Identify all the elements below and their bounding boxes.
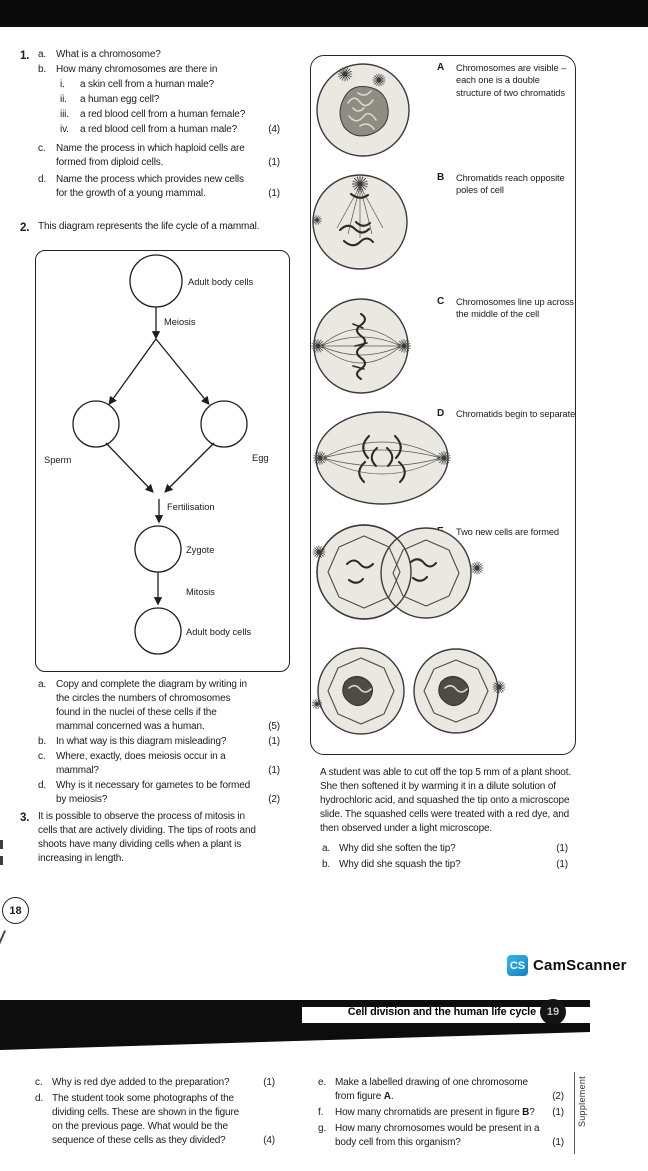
- aster-icon: [338, 67, 352, 81]
- passage-a-text: Why did she soften the tip?: [339, 843, 456, 854]
- p2-e-text: Make a labelled drawing of one chromosome from figure: [335, 1077, 528, 1102]
- q1-c-text: Name the process in which haploid cells are formed from diploid cells.: [56, 143, 245, 168]
- q2-a-text: Copy and complete the diagram by writing in the circles the numbers of chromosomes found in the nuclei of these cells if the mammal concerned was a human.: [56, 679, 247, 732]
- page2-left-column: [35, 1076, 275, 1150]
- page2-right-column: [318, 1076, 564, 1152]
- question-2-parts: [18, 678, 280, 808]
- p2-f-bold: B: [522, 1107, 530, 1118]
- figure-a-text: Chromosomes are visible – each one is a double structure of two chromatids: [456, 63, 567, 98]
- aster-icon: [493, 681, 506, 694]
- p2-d-text: The student took some photographs of the dividing cells. These are shown in the figure on the previous page. What would be the sequence of these cells as they divided?: [52, 1093, 240, 1146]
- q2-a-marks: (5): [268, 721, 280, 732]
- label-adult-top: Adult body cells: [188, 277, 254, 287]
- passage: [320, 766, 572, 836]
- page-number-badge-18: [2, 897, 29, 924]
- q1-b-label: b.: [38, 64, 47, 75]
- passage-a-marks: (1): [556, 843, 568, 854]
- p2-e-post: .: [390, 1091, 394, 1102]
- p2-g: [318, 1122, 564, 1150]
- cell-drawing-two-cells: [311, 644, 517, 740]
- q1-b-iv-label: iv.: [60, 124, 69, 135]
- q1-b-iv-marks: (4): [268, 124, 280, 135]
- aster-icon: [312, 699, 322, 709]
- cell-drawing-d: [311, 406, 453, 510]
- q2-b: [18, 735, 280, 749]
- q1-a-text: What is a chromosome?: [56, 49, 161, 60]
- q1-a-label: a.: [38, 49, 47, 60]
- cell-drawing-b: [311, 166, 415, 276]
- q1-b-i-text: a skin cell from a human male?: [80, 79, 214, 90]
- p2-f-text: How many chromatids are present in figure: [335, 1107, 523, 1118]
- question-1-number: 1.: [20, 50, 30, 62]
- q3-row: [18, 810, 280, 866]
- q2-d-label: d.: [38, 780, 47, 791]
- p2-c: [35, 1076, 275, 1090]
- q1-b-i: [18, 78, 280, 92]
- q1-b-iv: [18, 123, 280, 137]
- q2-d-text: Why is it necessary for gametes to be formed by meiosis?: [56, 780, 251, 805]
- label-meiosis: Meiosis: [164, 317, 196, 327]
- p2-e-marks: (2): [552, 1091, 564, 1102]
- camscanner-logo-icon: [507, 955, 528, 976]
- q1-c: [18, 142, 280, 170]
- label-sperm: Sperm: [44, 455, 72, 465]
- passage-a-label: a.: [322, 843, 331, 854]
- sperm-to-fert-arrow: [106, 443, 152, 491]
- p2-e-label: e.: [318, 1077, 327, 1088]
- sperm-circle: [73, 401, 119, 447]
- p2-f-label: f.: [318, 1107, 324, 1118]
- to-sperm-arrow: [110, 339, 156, 403]
- egg-circle: [201, 401, 247, 447]
- mitosis-figure-panel: [310, 55, 576, 755]
- camscanner-name: CamScanner: [533, 957, 627, 974]
- p2-d: [35, 1092, 275, 1148]
- q2-intro-text: This diagram represents the life cycle of a mammal.: [38, 221, 260, 232]
- q1-b-i-label: i.: [60, 79, 65, 90]
- camscanner-initials: CS: [509, 959, 526, 972]
- p2-d-marks: (4): [263, 1135, 275, 1146]
- lifecycle-shapes: [73, 255, 247, 654]
- q3-text: It is possible to observe the process of mitosis in cells that are actively dividing. The tips of roots and shoots have many dividing cells when a plant is increasing in length.: [38, 811, 256, 864]
- page-number-18: 18: [9, 904, 22, 917]
- q1-d: [18, 173, 280, 201]
- figure-b-letter: B: [437, 172, 445, 183]
- q1-d-label: d.: [38, 174, 47, 185]
- q2-intro-row: [18, 220, 280, 234]
- label-adult-bottom: Adult body cells: [186, 627, 252, 637]
- chapter-title: Cell division and the human life cycle: [347, 1006, 536, 1018]
- q1-b-iii-label: iii.: [60, 109, 69, 120]
- aster-icon: [471, 562, 484, 575]
- label-mitosis: Mitosis: [186, 587, 215, 597]
- lifecycle-diagram-box: [35, 250, 290, 672]
- passage-b-text: Why did she squash the tip?: [339, 859, 461, 870]
- p2-f: [318, 1106, 564, 1120]
- aster-icon: [312, 215, 322, 225]
- p2-g-label: g.: [318, 1123, 327, 1134]
- q1-b-ii-label: ii.: [60, 94, 67, 105]
- q1-a: [18, 48, 280, 62]
- figure-c-letter: C: [437, 296, 445, 307]
- q2-d: [18, 779, 280, 807]
- p2-c-marks: (1): [263, 1077, 275, 1088]
- supplement-sidebar-label: Supplement: [577, 1076, 587, 1128]
- camscanner-watermark: [507, 955, 627, 976]
- q1-b-ii: [18, 93, 280, 107]
- p2-f-marks: (1): [552, 1107, 564, 1118]
- p2-e-bold: A: [383, 1091, 391, 1102]
- q1-d-text: Name the process which provides new cells for the growth of a young mammal.: [56, 174, 244, 199]
- q1-c-label: c.: [38, 143, 46, 154]
- p2-e: [318, 1076, 564, 1104]
- passage-a: [322, 842, 568, 856]
- passage-b: [322, 858, 568, 872]
- figure-a-caption: [437, 62, 577, 99]
- aster-icon: [373, 74, 386, 87]
- cell-drawing-a: [313, 58, 413, 160]
- q2-c-label: c.: [38, 751, 46, 762]
- egg-to-fert-arrow: [166, 443, 214, 491]
- p2-c-text: Why is red dye added to the preparation?: [52, 1077, 230, 1088]
- scan-artifact-dash: [0, 856, 3, 865]
- scan-top-black-bar: [0, 0, 648, 27]
- q1-d-marks: (1): [268, 188, 280, 199]
- p2-f-post: ?: [529, 1107, 535, 1118]
- q1-b: [18, 63, 280, 77]
- q1-b-ii-text: a human egg cell?: [80, 94, 160, 105]
- zygote-circle: [135, 526, 181, 572]
- q1-b-iii-text: a red blood cell from a human female?: [80, 109, 246, 120]
- lifecycle-diagram: [36, 251, 288, 670]
- q2-b-label: b.: [38, 736, 47, 747]
- figure-e-text: Two new cells are formed: [456, 527, 560, 537]
- figure-c-caption: [437, 296, 577, 321]
- figure-a-letter: A: [437, 62, 445, 73]
- question-3: [18, 810, 280, 866]
- question-1: [18, 48, 280, 202]
- q2-c-text: Where, exactly, does meiosis occur in a mammal?: [56, 751, 226, 776]
- page-number-19: 19: [546, 1006, 560, 1018]
- q2-a: [18, 678, 280, 734]
- q2-c-marks: (1): [268, 765, 280, 776]
- cell-drawing-c: [307, 294, 419, 400]
- q2-b-marks: (1): [268, 736, 280, 747]
- cell-drawing-e: [309, 516, 485, 628]
- figure-d-letter: D: [437, 408, 445, 419]
- question-2-intro: [18, 220, 280, 234]
- aster-icon: [313, 546, 326, 559]
- aster-icon: [437, 451, 451, 465]
- figure-b-text: Chromatids reach opposite poles of cell: [456, 173, 565, 196]
- figure-b-caption: [437, 172, 577, 197]
- page-number-badge-19: [540, 999, 566, 1025]
- q2-b-text: In what way is this diagram misleading?: [56, 736, 227, 747]
- label-egg: Egg: [252, 453, 269, 463]
- figure-d-text: Chromatids begin to separate: [456, 409, 576, 419]
- to-egg-arrow: [156, 339, 208, 403]
- p2-g-marks: (1): [552, 1137, 564, 1148]
- passage-questions: [322, 842, 568, 874]
- nucleus: [340, 86, 388, 135]
- adult-cells-bottom-circle: [135, 608, 181, 654]
- p2-g-text: How many chromosomes would be present in a body cell from this organism?: [335, 1123, 540, 1148]
- figure-c-text: Chromosomes line up across the middle of the cell: [456, 297, 574, 320]
- p2-d-label: d.: [35, 1093, 44, 1104]
- q2-c: [18, 750, 280, 778]
- figure-d-caption: [437, 408, 577, 420]
- scan-artifact-penmark: [0, 930, 6, 945]
- question-3-number: 3.: [20, 812, 30, 824]
- p2-c-label: c.: [35, 1077, 43, 1088]
- supplement-rule: [574, 1072, 575, 1154]
- q1-b-iii: [18, 108, 280, 122]
- adult-cells-top-circle: [130, 255, 182, 307]
- passage-b-label: b.: [322, 859, 331, 870]
- scan-artifact-dash: [0, 840, 3, 849]
- passage-b-marks: (1): [556, 859, 568, 870]
- q1-c-marks: (1): [268, 157, 280, 168]
- q2-d-marks: (2): [268, 794, 280, 805]
- q2-a-label: a.: [38, 679, 47, 690]
- label-zygote: Zygote: [186, 545, 215, 555]
- passage-text: A student was able to cut off the top 5 mm of a plant shoot. She then softened it by warming it in a dilute solution of hydrochloric acid, and squashed the tip onto a microscope slide. The squashed cells were treated with a red dye, and then observed under a light microscope.: [320, 767, 571, 834]
- label-fertilisation: Fertilisation: [167, 502, 215, 512]
- q1-b-iv-text: a red blood cell from a human male?: [80, 124, 238, 135]
- q1-b-text: How many chromosomes are there in: [56, 64, 218, 75]
- question-2-number: 2.: [20, 222, 30, 234]
- aster-icon: [313, 451, 327, 465]
